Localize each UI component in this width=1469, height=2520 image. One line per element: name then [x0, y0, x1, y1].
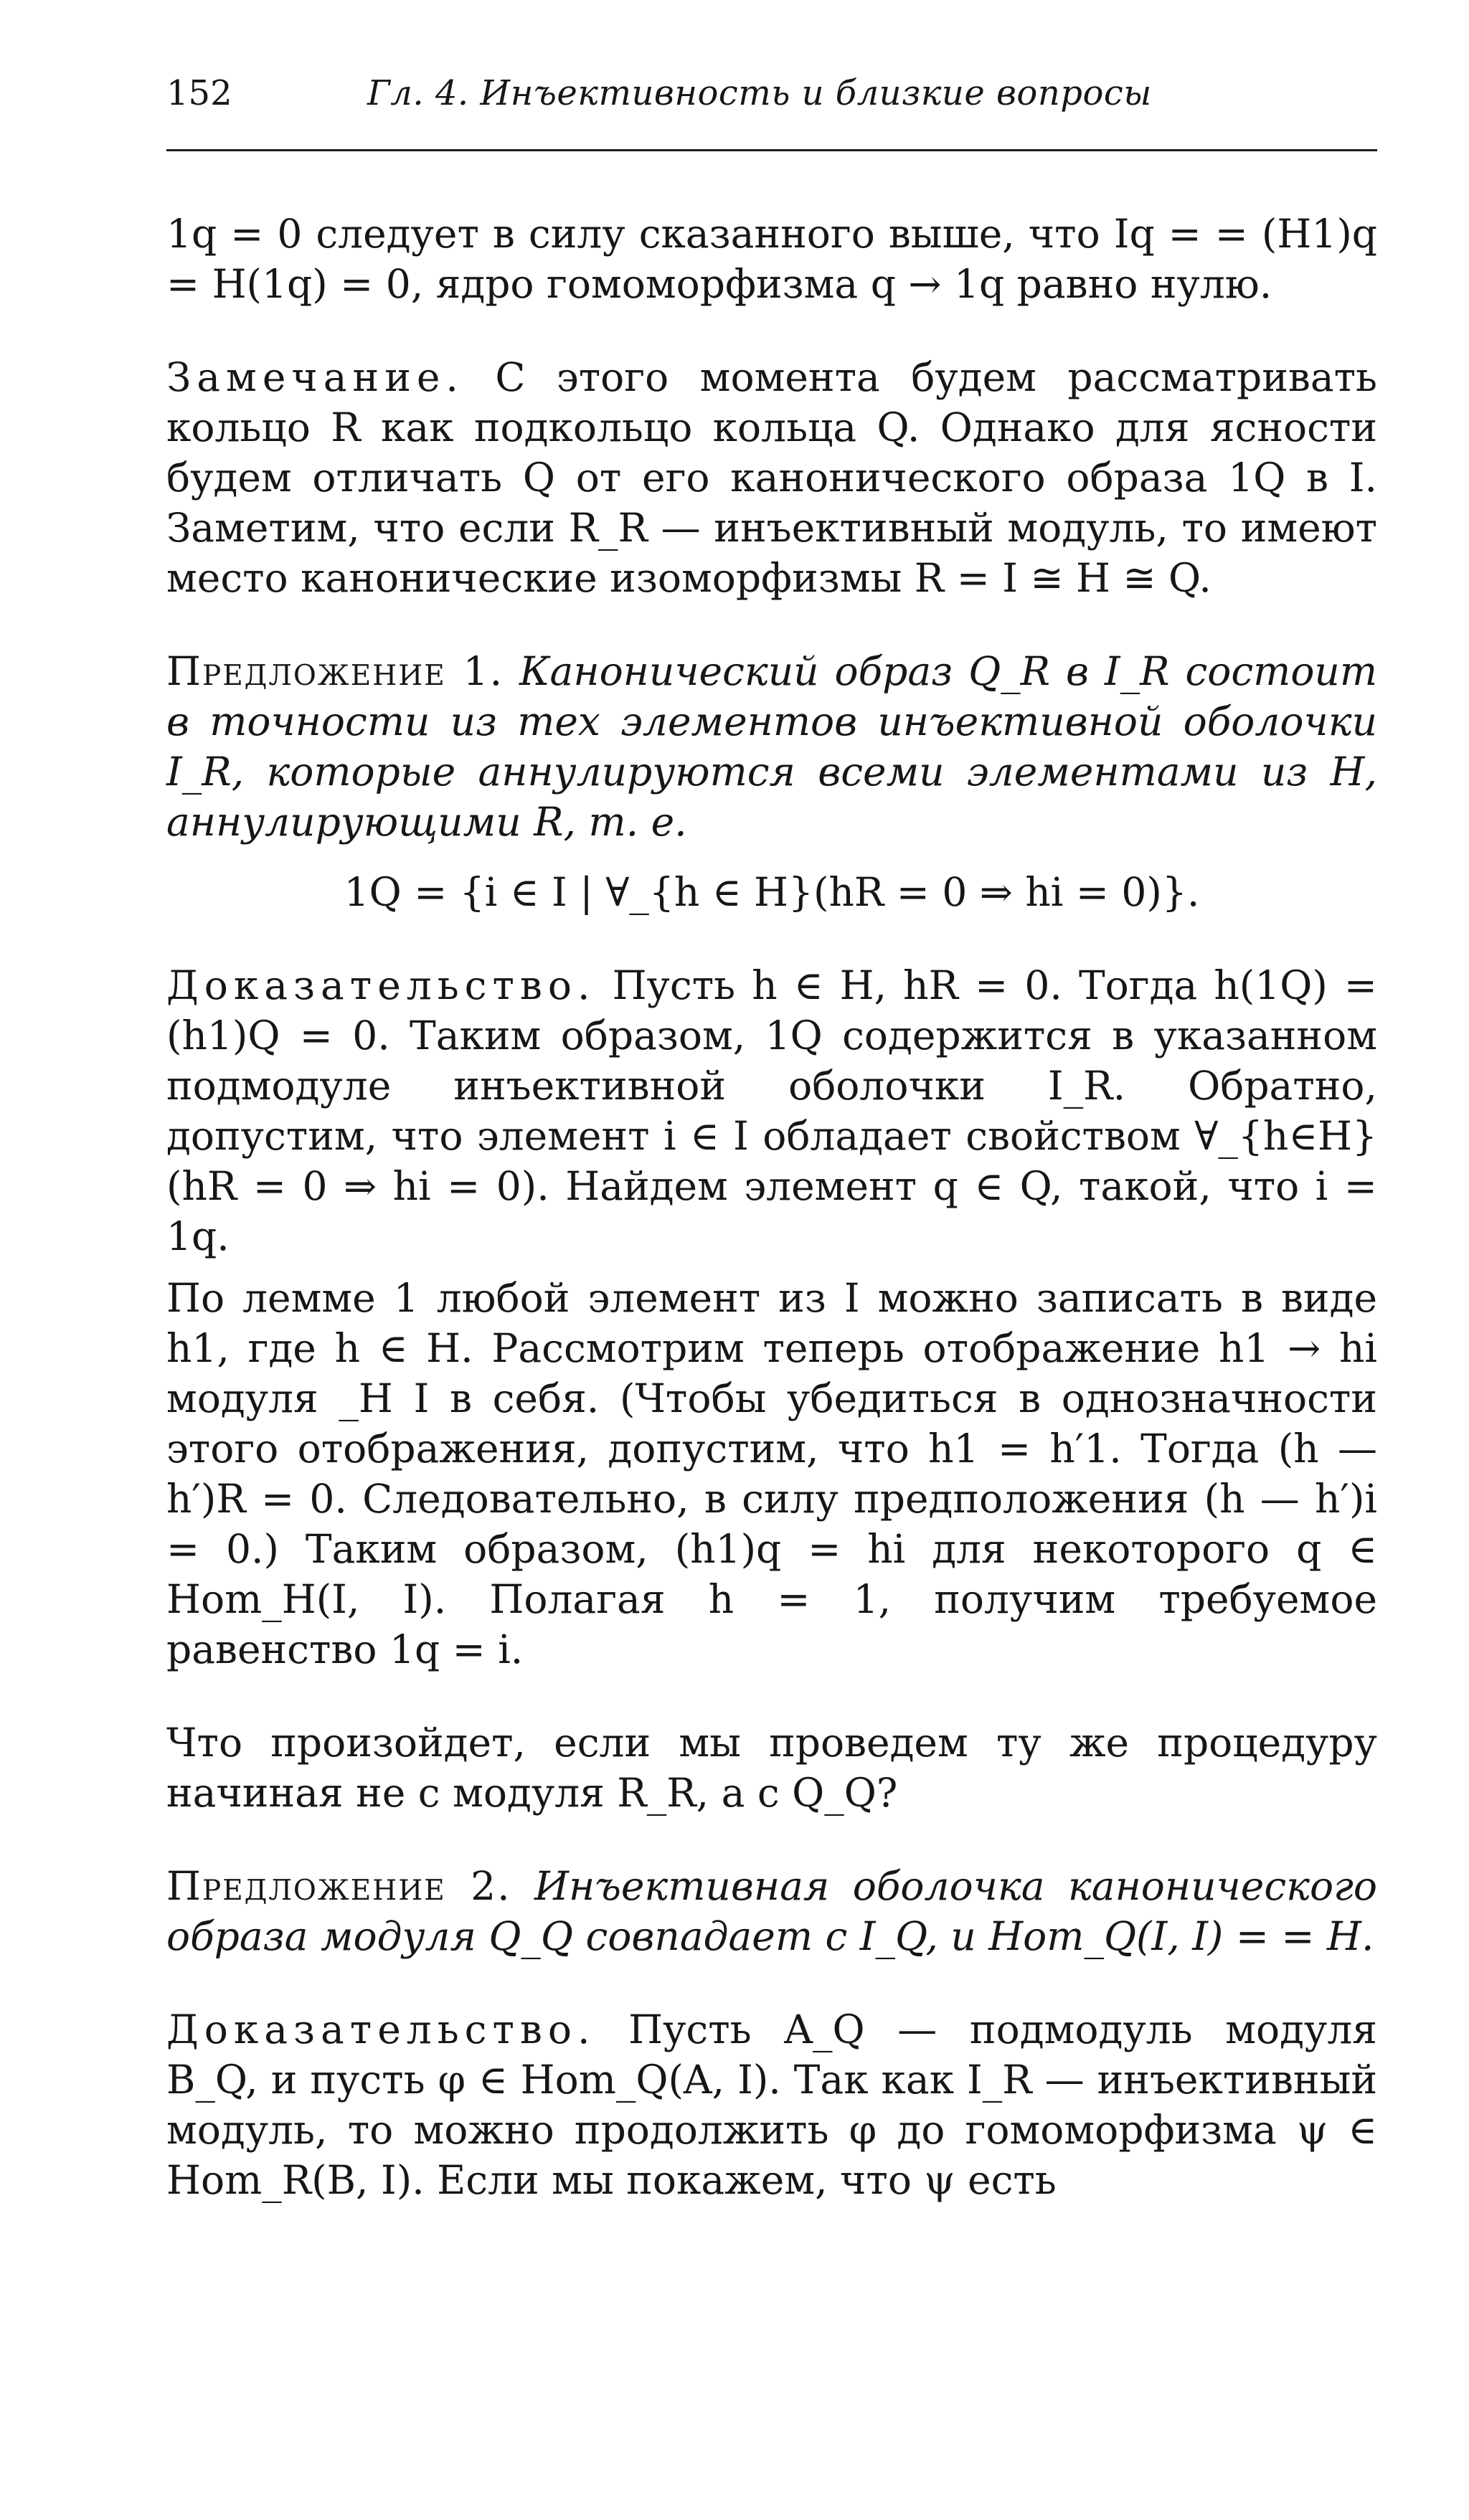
proof-1-text: Пусть h ∈ H, hR = 0. Тогда h(1Q) = (h1)Q = 0. Таким образом, 1Q содержится в указанном подмодуле инъективной оболочки I_R. Обратно, допустим, что элемент i ∈ I обладает свойством ∀_{h∈H}(hR = 0 ⇒ hi = 0). Найдем элемент q ∈ Q, такой, что i = 1q.: [166, 962, 1378, 1259]
proposition-1: [166, 646, 1377, 847]
remark-label: Замечание.: [166, 354, 464, 400]
page-body: [166, 209, 1377, 2205]
proposition-1-label: Предложение 1.: [166, 648, 504, 694]
remark-paragraph: [166, 352, 1377, 603]
paragraph-1: 1q = 0 следует в силу сказанного выше, что Iq = = (H1)q = H(1q) = 0, ядро гомоморфизма q → 1q равно нулю.: [166, 211, 1377, 307]
proof-1-label: Доказательство.: [166, 962, 596, 1008]
proposition-2: [166, 1861, 1377, 1961]
formula-1: 1Q = {i ∈ I | ∀_{h ∈ H}(hR = 0 ⇒ hi = 0)}.: [344, 869, 1200, 915]
page-header: [166, 65, 1377, 151]
proposition-2-text: Инъективная оболочка канонического образа модуля Q_Q совпадает с I_Q, и Hom_Q(I, I) = = H.: [166, 1863, 1377, 1959]
question-paragraph: Что произойдет, если мы проведем ту же процедуру начиная не с модуля R_R, а с Q_Q?: [166, 1720, 1377, 1816]
proof-2-label: Доказательство.: [166, 2007, 596, 2052]
proof-2-text: Пусть A_Q — подмодуль модуля B_Q, и пусть φ ∈ Hom_Q(A, I). Так как I_R — инъективный модуль, то можно продолжить φ до гомоморфизма ψ ∈ Hom_R(B, I). Если мы покажем, что ψ есть: [166, 2007, 1377, 2203]
lemma-paragraph: По лемме 1 любой элемент из I можно записать в виде h1, где h ∈ H. Рассмотрим теперь отображение h1 → hi модуля _H I в себя. (Чтобы убедиться в однозначности этого отображения, допустим, что h1 = h′1. Тогда (h — h′)R = 0. Следовательно, в силу предположения (h — h′)i = 0.) Таким образом, (h1)q = hi для некоторого q ∈ Hom_H(I, I). Полагая h = 1, получим требуемое равенство 1q = i.: [166, 1275, 1377, 1672]
page: [166, 65, 1377, 2205]
proof-2-paragraph: [166, 2004, 1377, 2205]
remark-text: С этого момента будем рассматривать кольцо R как подкольцо кольца Q. Однако для ясности будем отличать Q от его канонического образа 1Q в I. Заметим, что если R_R — инъективный модуль, то имеют место канонические изоморфизмы R = I ≅ H ≅ Q.: [166, 354, 1377, 601]
proposition-1-text: Канонический образ Q_R в I_R состоит в точности из тех элементов инъективной оболочки I_R, которые аннулируются всеми элементами из H, аннулирующими R, т. е.: [166, 648, 1378, 845]
page-number: 152: [166, 73, 232, 113]
running-head: Гл. 4. Инъективность и близкие вопросы: [367, 73, 1152, 113]
proposition-2-label: Предложение 2.: [166, 1863, 511, 1909]
proof-1-paragraph: [166, 960, 1377, 1261]
